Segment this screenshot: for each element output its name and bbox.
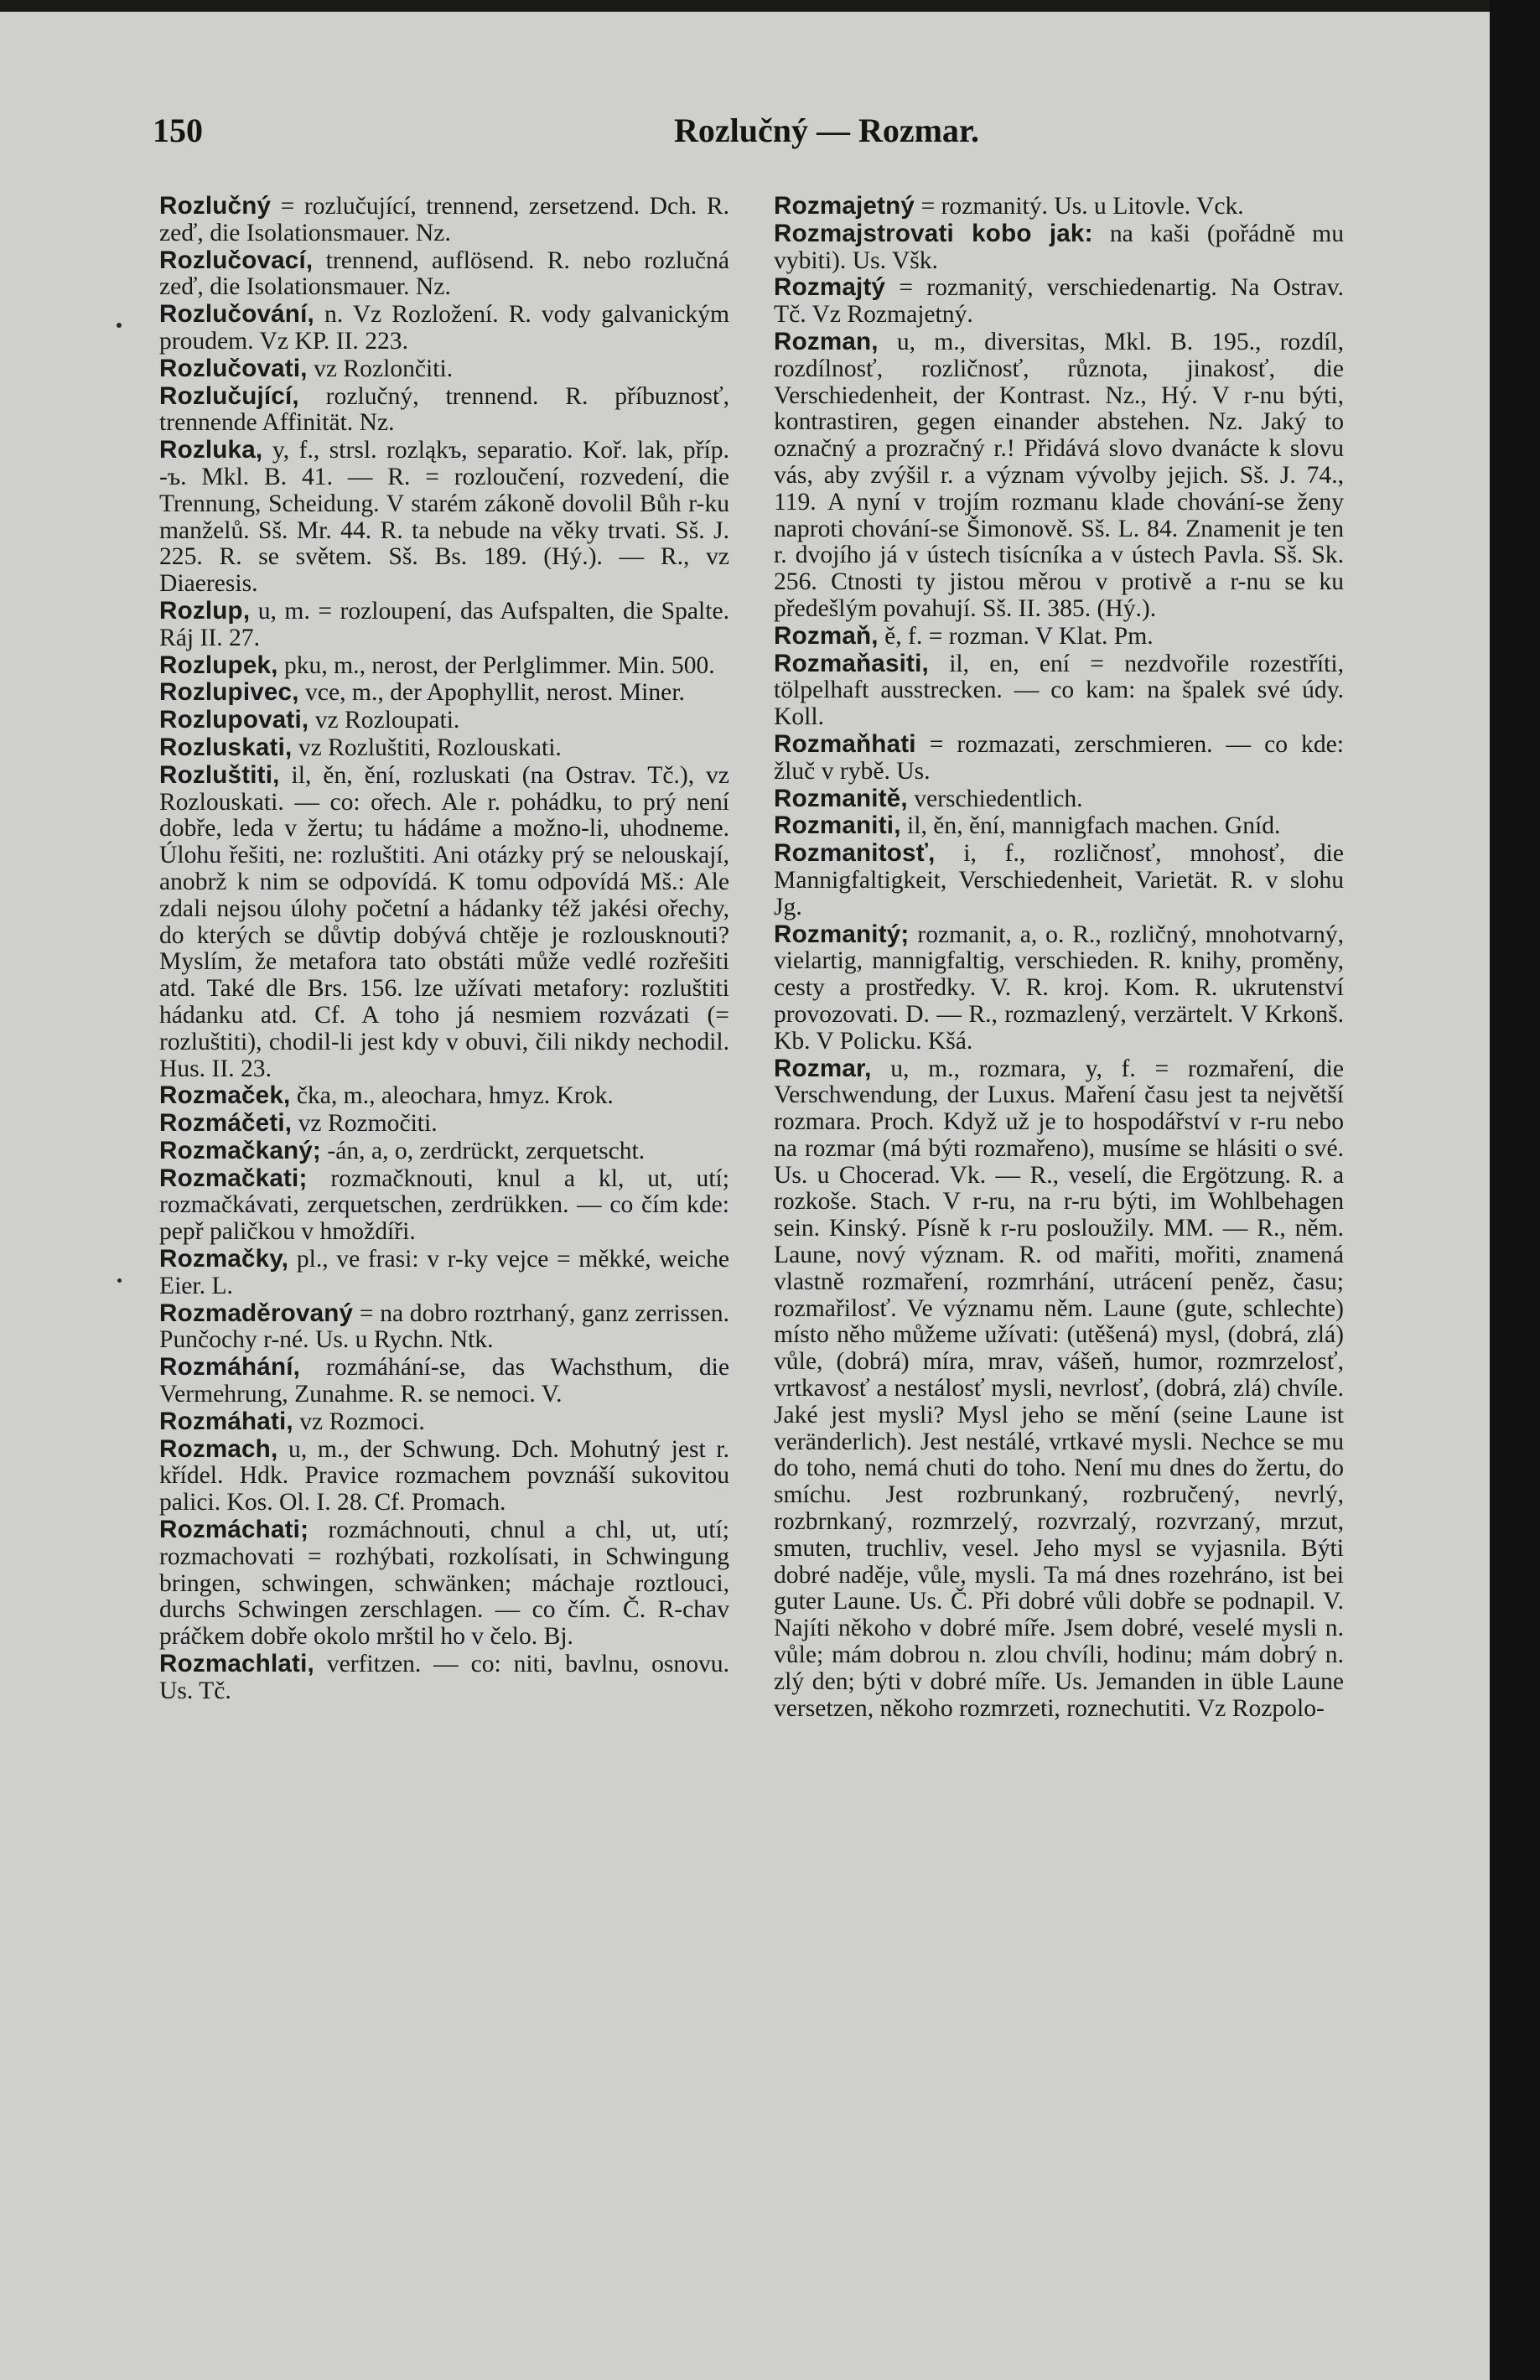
entry-definition: rozmanit, a, o. R., rozličný, mnohotvarný, vielartig, mannigfaltig, verschieden. R. knihy, proměny, cesty a prostředky. V. R. kroj. Kom. R. ukrutenství provozovati. D. — R., rozmazlený, verzärtelt. V Krkonš. Kb. V Policku. Kšá.	[774, 920, 1344, 1055]
dictionary-entry	[774, 731, 1344, 786]
dictionary-entry	[159, 1165, 729, 1246]
entry-definition: verfitzen. — co: niti, bavlnu, osnovu. Us. Tč.	[159, 1651, 729, 1704]
entry-headword: Rozlupivec,	[159, 678, 299, 707]
entry-headword: Rozmačkati;	[159, 1164, 308, 1192]
entry-headword: Rozlučovací,	[159, 246, 314, 274]
entry-headword: Rozmaděrovaný	[159, 1299, 354, 1327]
entry-definition: na kaši (pořádně mu vybiti). Us. Všk.	[774, 220, 1344, 274]
dictionary-entry	[159, 734, 729, 762]
page-number: 150	[153, 111, 203, 149]
entry-definition: čka, m., aleochara, hmyz. Krok.	[290, 1082, 614, 1110]
ink-speck	[117, 323, 122, 328]
entry-definition: rozlučný, trennend. R. příbuznosť, trennende Affinität. Nz.	[159, 382, 729, 437]
right-column	[774, 193, 1344, 2322]
dictionary-entry	[774, 840, 1344, 920]
dictionary-entry	[159, 383, 729, 438]
entry-headword: Rozluka,	[159, 436, 263, 464]
entry-definition: il, ěn, ění, mannigfach machen. Gníd.	[900, 812, 1281, 840]
dictionary-entry	[159, 707, 729, 734]
dictionary-entry	[159, 1517, 729, 1651]
entry-headword: Rozmáhání,	[159, 1353, 301, 1382]
entry-definition: ě, f. = rozman. V Klat. Pm.	[878, 622, 1154, 650]
dictionary-entry	[774, 220, 1344, 275]
entry-definition: u, m., rozmara, y, f. = rozmaření, die Verschwendung, der Luxus. Maření času jest ta největší rozmara. Proch. Když už je to hospodářství v r-ru nebo na rozmar (má býti rozmařeno), musíme se hlásiti o své. Us. u Chocerad. Vk. — R., veselí, die Ergötzung. R. a rozkoše. Stach. V r-ru, na r-ru býti, im Wohlbehagen sein. Kinský. Písně k r-ru posloužily. MM. — R., něm. Laune, nový význam. R. od mařiti, mořiti, znamená vlastně rozmaření, rozmrhání, utrácení peněz, času; rozmařilosť. Ve významu něm. Laune (gute, schlechte) místo něho můžeme užívati: (utěšená) mysl, (dobrá, zlá) vůle, (dobrá) míra, mrav, vášeň, humor, rozmrzelosť, vrtkavosť a nestálosť mysli, nevrlosť, (dobrá, zlá) chvíle. Jaké jest mysli? Mysl jeho se mění (seine Laune ist veränderlich). Jest nestálé, vrtkavé mysli. Nechce se mu do toho, nemá chuti do toho. Není mu dnes do žertu, do smíchu. Jest rozbrunkaný, rozbručený, nevrlý, rozbrnkaný, rozmrzelý, rozvrzalý, rozvrzaný, mrzut, smuten, truchliv, vesel. Jeho mysl se vyjasnila. Býti dobré naděje, vůle, mysli. Ta má dnes rozehráno, ist bei guter Laune. Us. Č. Při dobré vůli dobře se podnapil. V. Najíti někoho v dobré míře. Jsem dobré, veselé mysli n. vůle; mám dobrou n. zlou chvíli, hodinu; mám dobrý n. zlý den; býti v dobré míře. Us. Jemanden in üble Laune versetzen, někoho rozmrzeti, roznechutiti. Vz Rozpolo-	[774, 1055, 1344, 1722]
entry-headword: Rozlupovati,	[159, 706, 309, 734]
entry-headword: Rozmajtý	[774, 273, 886, 302]
dictionary-entry	[159, 1408, 729, 1436]
entry-headword: Rozman,	[774, 327, 879, 355]
dictionary-entry	[774, 1055, 1344, 1723]
entry-definition: -án, a, o, zerdrückt, zerquetscht.	[320, 1137, 646, 1164]
dictionary-entry	[159, 1246, 729, 1300]
dictionary-entry	[774, 193, 1344, 220]
entry-headword: Rozmanitosť,	[774, 839, 936, 868]
entry-headword: Rozlučující,	[159, 381, 299, 410]
entry-headword: Rozlupek,	[159, 651, 278, 679]
entry-definition: vz Rozmoci.	[293, 1408, 425, 1435]
dictionary-entry	[159, 762, 729, 1083]
entry-definition: = rozmanitý. Us. u Litovle. Vck.	[915, 193, 1244, 220]
entry-headword: Rozmajetný	[774, 193, 915, 220]
entry-definition: verschiedentlich.	[907, 785, 1083, 812]
entry-definition: pku, m., nerost, der Perlglimmer. Min. 500.	[277, 651, 715, 679]
dictionary-entry	[774, 329, 1344, 623]
entry-definition: pl., ve frasi: v r-ky vejce = měkké, weiche Eier. L.	[159, 1246, 729, 1299]
entry-headword: Rozmaňasiti,	[774, 649, 929, 677]
dictionary-entry	[159, 652, 729, 680]
entry-headword: Rozlučovati,	[159, 354, 308, 382]
entry-definition: il, en, ení = nezdvořile rozestříti, tölpelhaft ausstrecken. — co kam: na špalek své údy. Koll.	[774, 650, 1344, 731]
entry-definition: u, m. = rozloupení, das Aufspalten, die Spalte. Ráj II. 27.	[159, 597, 729, 651]
entry-headword: Rozmach,	[159, 1434, 278, 1463]
dictionary-entry	[159, 1651, 729, 1705]
entry-headword: Rozluštiti,	[159, 760, 280, 789]
ink-speck	[117, 1278, 122, 1283]
dictionary-entry	[159, 193, 729, 247]
entry-headword: Rozlučný	[159, 193, 272, 220]
entry-definition: rozmáchnouti, chnul a chl, ut, utí; rozmachovati = rozhýbati, rozkolísati, in Schwingung bringen, schwingen, schwänken; máchaje roztlouci, durchs Schwingen zerschlagen. — co čím. Č. R-chav práčkem dobře okolo mrštil ho v čelo. Bj.	[159, 1517, 729, 1651]
entry-headword: Rozmanitý;	[774, 920, 910, 948]
entry-headword: Rozmáhati,	[159, 1407, 293, 1435]
dictionary-entry	[159, 247, 729, 302]
entry-headword: Rozmaček,	[159, 1081, 291, 1110]
entry-headword: Rozmačky,	[159, 1245, 289, 1273]
entry-headword: Rozluskati,	[159, 733, 293, 761]
running-head: Rozlučný — Rozmar.	[673, 111, 980, 149]
entry-definition: = rozmanitý, verschiedenartig. Na Ostrav. Tč. Vz Rozmajetný.	[774, 274, 1344, 329]
scan-right-edge	[1490, 0, 1540, 2380]
dictionary-entry	[159, 1110, 729, 1138]
entry-definition: vz Rozluštiti, Rozlouskati.	[292, 734, 562, 761]
dictionary-entry	[159, 1354, 729, 1408]
entry-headword: Rozmachlati,	[159, 1650, 314, 1678]
entry-definition: u, m., diversitas, Mkl. B. 195., rozdíl, rozdílnosť, rozličnosť, různota, jinakosť, die Verschiedenheit, der Kontrast. Nz., Hý. V r-nu býti, kontrastiren, gegen einander abstehen. Nz. Jaký to označný a prozračný r.! Přidává slovo dvanácte k slovu vás, aby zvýšil r. a význam vývolby jejich. Sš. J. 74., 119. A nyní v trojím rozmanu klade chování-se ženy naproti chování-se Šimonově. Sš. L. 84. Znamenit je ten r. dvojího já v ústech tisícníka a v ústech Pavla. Sš. Sk. 256. Ctnosti ty jistou měrou v protivě a r-nu se ku předešlým povahují. Sš. II. 385. (Hý.).	[774, 328, 1344, 622]
entry-headword: Rozmaniti,	[774, 811, 901, 840]
entry-definition: = na dobro roztrhaný, ganz zerrissen. Punčochy r-né. Us. u Rychn. Ntk.	[159, 1299, 729, 1354]
dictionary-entry	[774, 651, 1344, 731]
entry-definition: vz Rozloupati.	[309, 707, 460, 734]
entry-definition: vz Rozlončiti.	[307, 355, 454, 382]
dictionary-entry	[159, 1138, 729, 1165]
entry-definition: u, m., der Schwung. Dch. Mohutný jest r. křídel. Hdk. Pravice rozmachem povznáší sukovitou palici. Kos. Ol. I. 28. Cf. Promach.	[159, 1435, 729, 1517]
dictionary-entry	[159, 679, 729, 707]
entry-definition: i, f., rozličnosť, mnohosť, die Mannigfaltigkeit, Verschiedenheit, Varietät. R. v slohu Jg.	[774, 840, 1344, 920]
entry-definition: vz Rozmočiti.	[292, 1110, 438, 1138]
dictionary-entry	[774, 921, 1344, 1055]
entry-definition: rozmačknouti, knul a kl, ut, utí; rozmačkávati, zerquetschen, zerdrükken. — co čím kde: pepř paličkou v hmoždíři.	[159, 1164, 729, 1246]
dictionary-entry	[159, 1082, 729, 1110]
entry-definition: = rozlučující, trennend, zersetzend. Dch. R. zeď, die Isolationsmauer. Nz.	[159, 193, 729, 246]
scan-top-edge	[0, 0, 1540, 12]
dictionary-entry	[159, 437, 729, 598]
entry-definition: il, ěn, ění, rozluskati (na Ostrav. Tč.), vz Rozlouskati. — co: ořech. Ale r. pohádku, to prý není dobře, leda v žertu; tu hádáme a možno-li, uhodneme. Úlohu řešiti, ne: rozluštiti. Ani otázky prý se nelouskají, anobrž k nim se odpovídá. K tomu odpovídá Mš.: Ale zdali nejsou úlohy početní a hádanky též jakési ořechy, do kterých se důvtip dobývá chtěje je rozlousknouti? Myslím, že metafora tato obstáti může vedlé rozřešiti atd. Také dle Brs. 156. lze užívati metafory: rozluštiti hádanku atd. Cf. A toho já nesmiem rozvázati (= rozluštiti), chodil-li jest kdy v obuvi, čili nikdy nechodil. Hus. II. 23.	[159, 761, 729, 1082]
dictionary-entry	[159, 1436, 729, 1517]
entry-definition: vce, m., der Apophyllit, nerost. Miner.	[298, 679, 685, 707]
dictionary-entry	[774, 812, 1344, 840]
entry-headword: Rozmačkaný;	[159, 1136, 321, 1164]
entry-headword: Rozmar,	[774, 1054, 872, 1082]
dictionary-entry	[774, 274, 1344, 329]
entry-definition: = rozmazati, zerschmieren. — co kde: žluč v rybě. Us.	[774, 730, 1344, 785]
entry-definition: y, f., strsl. rozląkъ, separatio. Koř. lak, příp. -ъ. Mkl. B. 41. — R. = rozloučení, rozvedení, die Trennung, Scheidung. V starém zákoně dovolil Bůh r-ku manželů. Sš. Mr. 44. R. ta nebude na věky trvati. Sš. J. 225. R. se světem. Sš. Bs. 189. (Hý.). — R., vz Diaeresis.	[159, 437, 729, 598]
entry-headword: Rozlučování,	[159, 300, 314, 329]
entry-headword: Rozmajstrovati kobo jak:	[774, 219, 1093, 247]
dictionary-entry	[159, 1300, 729, 1355]
dictionary-entry	[159, 301, 729, 355]
dictionary-entry	[159, 355, 729, 383]
dictionary-entry	[774, 786, 1344, 813]
entry-headword: Rozlup,	[159, 596, 251, 625]
entry-headword: Rozmáčeti,	[159, 1109, 293, 1138]
entry-headword: Rozmanitě,	[774, 784, 908, 812]
page-header	[153, 107, 1410, 158]
entry-headword: Rozmaňhati	[774, 729, 916, 758]
dictionary-entry	[159, 598, 729, 652]
dictionary-entry	[774, 623, 1344, 651]
entry-definition: trennend, auflösend. R. nebo rozlučná zeď, die Isolationsmauer. Nz.	[159, 246, 729, 301]
entry-definition: rozmáhání-se, das Wachsthum, die Vermehrung, Zunahme. R. se nemoci. V.	[159, 1354, 729, 1408]
entry-definition: n. Vz Rozložení. R. vody galvanickým proudem. Vz KP. II. 223.	[159, 301, 729, 355]
left-column	[159, 193, 729, 2322]
entry-headword: Rozmaň,	[774, 621, 879, 650]
entry-headword: Rozmáchati;	[159, 1516, 309, 1544]
